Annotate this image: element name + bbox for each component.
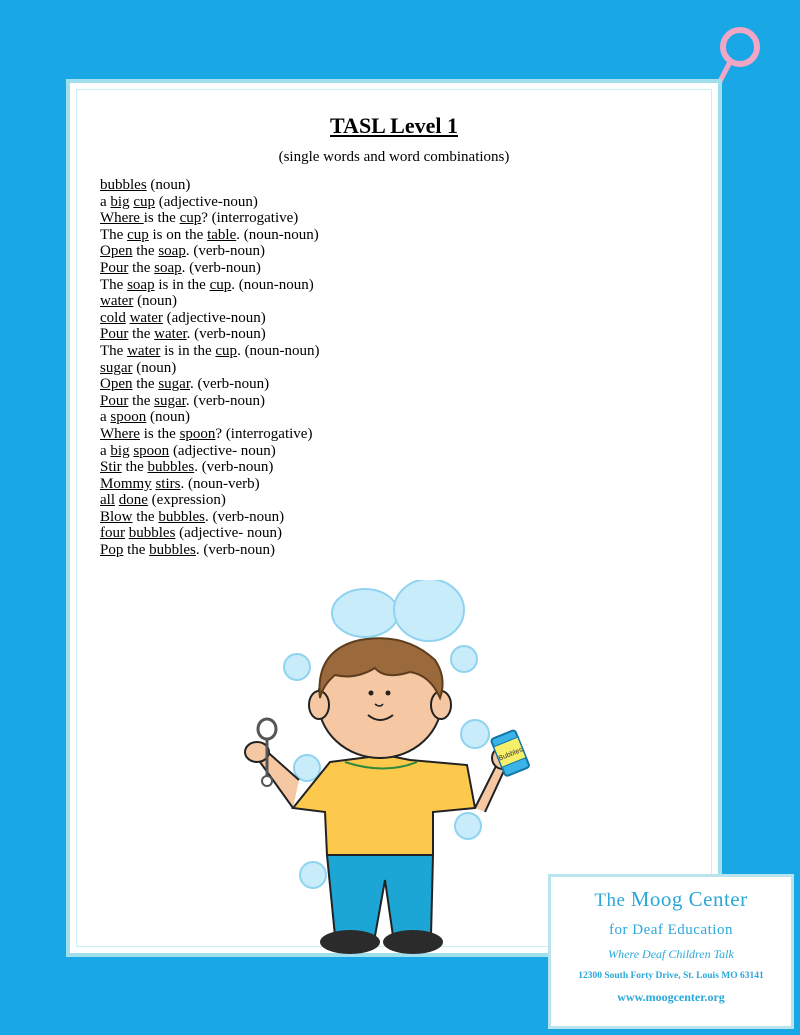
line-text: ? (interrogative) (215, 425, 313, 442)
logo-website: www.moogcenter.org (617, 990, 725, 1004)
bubble (394, 580, 464, 641)
word-list-line (100, 376, 320, 393)
target-word: cup (179, 210, 202, 227)
target-word: spoon (133, 442, 170, 459)
bottle-label: Bubbles (497, 746, 524, 763)
target-word: water (154, 326, 187, 343)
target-word: Pop (100, 542, 124, 559)
target-word: Where (100, 425, 140, 442)
line-text: the (128, 326, 155, 343)
word-list-line (100, 343, 320, 360)
target-word: done (118, 492, 148, 509)
word-list-line (100, 525, 320, 542)
line-text: . (verb-noun) (194, 459, 274, 476)
word-list-line (100, 409, 320, 426)
line-text: . (noun-noun) (237, 342, 320, 359)
word-list-line (100, 227, 320, 244)
target-word: big (110, 442, 130, 459)
line-text: is the (139, 425, 180, 442)
line-text: is on the (148, 226, 208, 243)
word-list-line (100, 426, 320, 443)
page-title: TASL Level 1 (330, 113, 458, 138)
word-list (100, 177, 320, 559)
target-word: bubbles (147, 459, 195, 476)
target-word: water (127, 342, 161, 359)
target-word: bubbles (158, 508, 206, 525)
target-word: bubbles (149, 542, 196, 559)
line-text: the (132, 243, 159, 260)
line-text: is in the (160, 342, 216, 359)
line-text: . (verb-noun) (190, 376, 270, 393)
line-text: (noun) (146, 409, 191, 426)
word-list-line (100, 509, 320, 526)
word-list-line (100, 443, 320, 460)
target-word: spoon (110, 409, 147, 426)
target-word: Pour (100, 392, 129, 409)
target-word: Open (100, 376, 133, 393)
line-text: the (128, 392, 155, 409)
word-list-line (100, 260, 320, 277)
line-text: The (100, 226, 128, 243)
line-text: the (132, 508, 159, 525)
line-text: . (verb-noun) (185, 243, 265, 260)
line-text: is the (143, 210, 180, 227)
word-list-line (100, 393, 320, 410)
line-text: ? (interrogative) (201, 210, 299, 227)
line-text: (noun) (146, 177, 191, 193)
target-word: stirs (155, 475, 181, 492)
word-list-line (100, 476, 320, 493)
target-word: table (207, 226, 237, 243)
target-word: Pour (100, 259, 129, 276)
line-text: . (noun-noun) (236, 226, 319, 243)
line-text: . (noun-verb) (180, 475, 260, 492)
bubble (300, 862, 326, 888)
bubble (294, 755, 320, 781)
target-word: cup (127, 226, 149, 243)
bubble (461, 720, 489, 748)
target-word: bubbles (128, 525, 176, 542)
logo-tagline: Where Deaf Children Talk (608, 947, 734, 961)
line-text: . (noun-noun) (231, 276, 314, 293)
line-text: the (128, 259, 155, 276)
line-text: (adjective- noun) (169, 442, 276, 459)
target-word: sugar (100, 359, 133, 376)
target-word: cup (209, 276, 232, 293)
word-list-line (100, 459, 320, 476)
target-word: big (110, 193, 130, 210)
bubble (451, 646, 477, 672)
target-word: water (129, 309, 163, 326)
target-word: sugar (158, 376, 190, 393)
page-subtitle: (single words and word combinations) (278, 149, 510, 165)
target-word: cup (215, 342, 238, 359)
bubble (455, 813, 481, 839)
line-text: (noun) (133, 293, 178, 310)
target-word: sugar (154, 392, 186, 409)
line-text: (noun) (132, 359, 177, 376)
line-text: . (verb-noun) (205, 508, 285, 525)
bubble (284, 654, 310, 680)
word-list-line (100, 326, 320, 343)
bubble (332, 589, 398, 637)
target-word: Stir (100, 459, 122, 476)
line-text: . (verb-noun) (195, 542, 275, 559)
target-word: bubbles (100, 177, 147, 193)
word-list-line (100, 360, 320, 377)
line-text: the (132, 376, 159, 393)
logo-name: The Moog Center (594, 887, 748, 911)
line-text: a (100, 193, 111, 210)
word-list-line (100, 542, 320, 559)
line-text: is in the (154, 276, 210, 293)
word-list-line (100, 310, 320, 327)
target-word: cup (133, 193, 156, 210)
target-word: Where (100, 210, 144, 227)
target-word: spoon (179, 425, 216, 442)
word-list-line (100, 194, 320, 211)
line-text: (adjective-noun) (155, 193, 258, 210)
line-text: The (100, 342, 128, 359)
line-text: the (121, 459, 148, 476)
target-word: soap (158, 243, 186, 260)
line-text: (expression) (147, 492, 226, 509)
target-word: Blow (100, 508, 133, 525)
target-word: all (100, 492, 115, 509)
target-word: cold (100, 309, 126, 326)
word-list-line (100, 492, 320, 509)
word-list-line (100, 210, 320, 227)
logo-subtitle: for Deaf Education (609, 922, 733, 938)
line-text: a (100, 442, 111, 459)
line-text: a (100, 409, 111, 426)
word-list-line (100, 277, 320, 294)
line-text: the (123, 542, 150, 559)
target-word: Open (100, 243, 133, 260)
line-text: . (verb-noun) (181, 259, 261, 276)
moog-center-logo (548, 874, 794, 1029)
boy-blowing-bubbles-illustration (235, 580, 545, 965)
target-word: Mommy (100, 475, 152, 492)
target-word: Pour (100, 326, 129, 343)
target-word: water (100, 293, 134, 310)
target-word: soap (127, 276, 155, 293)
line-text: . (verb-noun) (185, 392, 265, 409)
line-text: The (100, 276, 128, 293)
word-list-line (100, 243, 320, 260)
target-word: four (100, 525, 125, 542)
line-text: . (verb-noun) (186, 326, 266, 343)
word-list-line (100, 293, 320, 310)
word-list-line (100, 177, 320, 194)
target-word: soap (154, 259, 182, 276)
logo-address: 12300 South Forty Drive, St. Louis MO 63141 (578, 971, 764, 981)
line-text: (adjective- noun) (175, 525, 283, 542)
line-text: (adjective-noun) (162, 309, 266, 326)
